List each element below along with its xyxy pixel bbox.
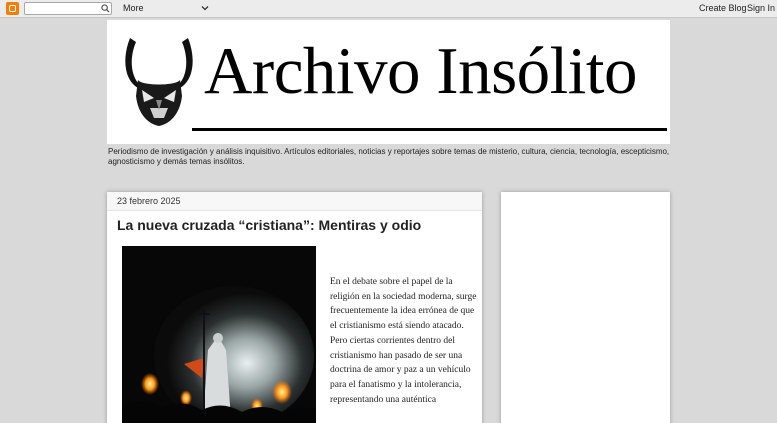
post-title[interactable]: La nueva cruzada “cristiana”: Mentiras y odio (117, 217, 422, 233)
blogger-logo-icon[interactable] (6, 2, 19, 15)
post-body-text: En el debate sobre el papel de la religión en la sociedad moderna, surge frecuentemente la idea errónea de que el cristianismo está siendo atacado. Pero ciertas corrientes dentro del cristianismo han pasado de ser una doctrina de amor y paz a un vehículo para el fanatismo y la intolerancia, representando una auténtica (330, 277, 477, 405)
search-input[interactable] (24, 2, 112, 15)
date-header (107, 192, 482, 211)
chevron-down-icon[interactable] (201, 4, 209, 12)
more-menu-button[interactable]: More (123, 3, 144, 13)
title-underline (192, 128, 667, 131)
sidebar (501, 192, 670, 423)
create-blog-link[interactable]: Create Blog (699, 3, 747, 13)
search-icon[interactable] (101, 4, 110, 13)
post-card (107, 192, 482, 423)
post-image[interactable] (122, 246, 316, 423)
blog-title[interactable]: Archivo Insólito (204, 34, 638, 108)
sign-in-link[interactable]: Sign In (747, 3, 776, 13)
blog-description: Periodismo de investigación y análisis inquisitivo. Artículos editoriales, noticias y reportajes sobre temas de misterio, cultura, ciencia, tecnología, escepticismo, agnosticismo y demás temas insólitos. (108, 147, 670, 166)
blog-header-banner[interactable] (107, 20, 670, 144)
procession-photo (122, 246, 316, 423)
horned-mask-logo (120, 28, 198, 128)
blogger-navbar (0, 0, 777, 18)
post-date: 23 febrero 2025 (117, 196, 181, 206)
